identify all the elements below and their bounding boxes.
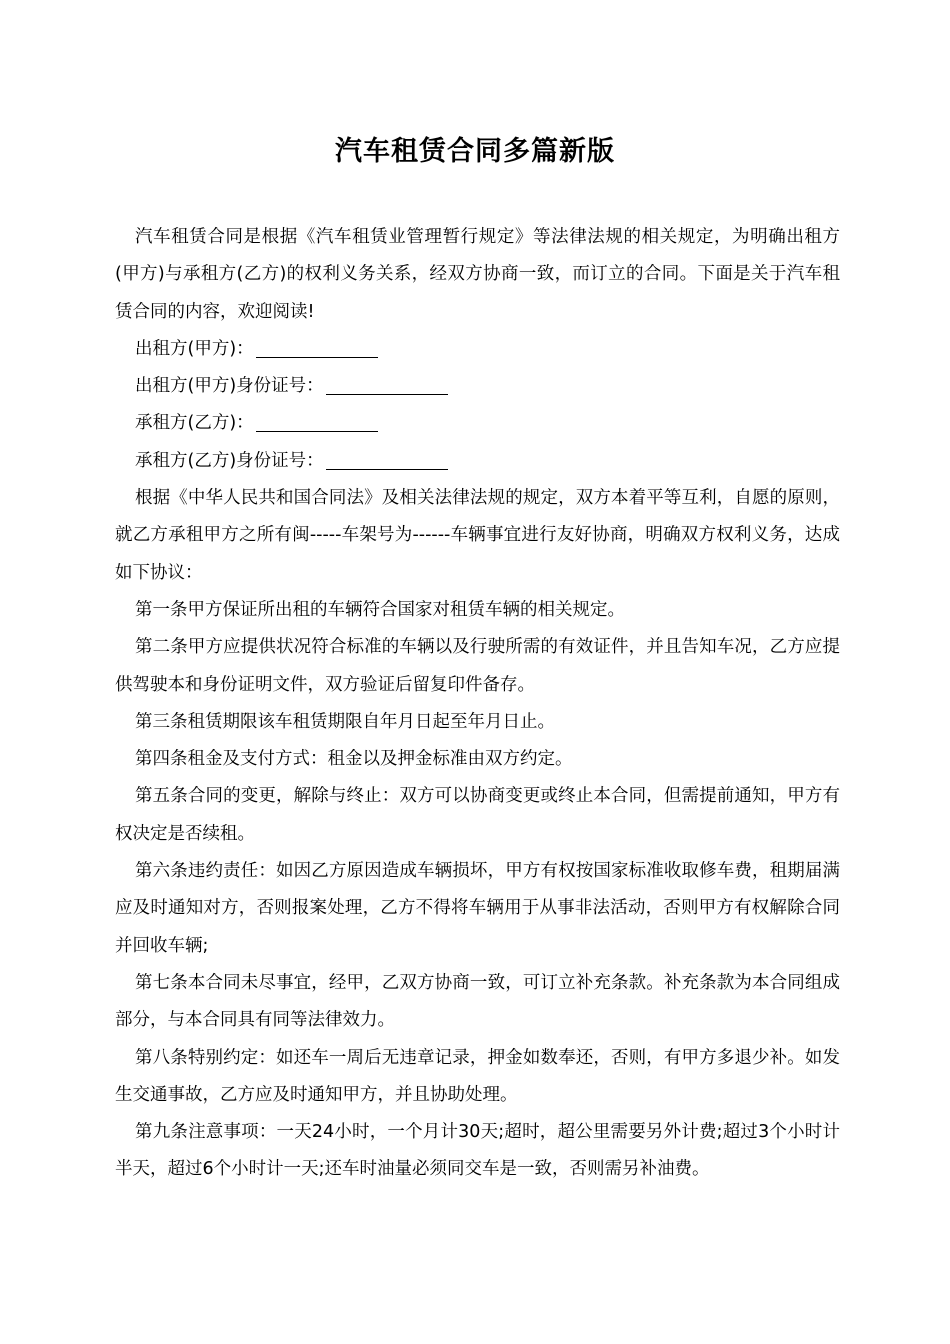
field-lessee-id [115,443,840,480]
article-5: 第五条合同的变更，解除与终止：双方可以协商变更或终止本合同，但需提前通知，甲方有权决定是否续租。 [115,786,840,844]
article-3: 第三条租赁期限该车租赁期限自年月日起至年月日止。 [135,711,555,732]
field-lessee [115,405,840,442]
article-1: 第一条甲方保证所出租的车辆符合国家对租赁车辆的相关规定。 [135,599,625,620]
article-4: 第四条租金及支付方式：租金以及押金标准由双方约定。 [135,749,573,770]
field-label: 承租方(乙方)身份证号： [135,450,324,471]
field-lessor-id [115,368,840,405]
intro-paragraph: 汽车租赁合同是根据《汽车租赁业管理暂行规定》等法律法规的相关规定，为明确出租方(甲方)与承租方(乙方)的权利义务关系，经双方协商一致，而订立的合同。下面是关于汽车租赁合同的内容，欢迎阅读! [115,227,840,322]
field-lessor [115,331,840,368]
document-body [115,219,840,1189]
blank-line [326,393,448,395]
article-9: 第九条注意事项：一天24小时，一个月计30天;超时，超公里需要另外计费;超过3个小时计半天，超过6个小时计一天;还车时油量必须同交车是一致，否则需另补油费。 [115,1122,840,1180]
article-8: 第八条特别约定：如还车一周后无违章记录，押金如数奉还，否则，有甲方多退少补。如发生交通事故，乙方应及时通知甲方，并且协助处理。 [115,1047,840,1105]
document-title: 汽车租赁合同多篇新版 [335,136,615,167]
blank-line [256,430,378,432]
field-label: 出租方(甲方)身份证号： [135,376,324,397]
blank-line [326,468,448,470]
field-label: 承租方(乙方)： [135,413,254,434]
field-label: 出租方(甲方)： [135,338,254,359]
blank-line [256,356,378,358]
article-2: 第二条甲方应提供状况符合标准的车辆以及行驶所需的有效证件，并且告知车况，乙方应提供驾驶本和身份证明文件，双方验证后留复印件备存。 [115,637,840,695]
article-7: 第七条本合同未尽事宜，经甲，乙双方协商一致，可订立补充条款。补充条款为本合同组成部分，与本合同具有同等法律效力。 [115,972,840,1031]
article-6: 第六条违约责任：如因乙方原因造成车辆损坏，甲方有权按国家标准收取修车费，租期届满应及时通知对方，否则报案处理，乙方不得将车辆用于从事非法活动，否则甲方有权解除合同并回收车辆; [115,861,840,956]
preamble-paragraph: 根据《中华人民共和国合同法》及相关法律法规的规定，双方本着平等互利，自愿的原则，就乙方承租甲方之所有闽-----车架号为------车辆事宜进行友好协商，明确双方权利义务，达成如下协议： [115,488,840,583]
